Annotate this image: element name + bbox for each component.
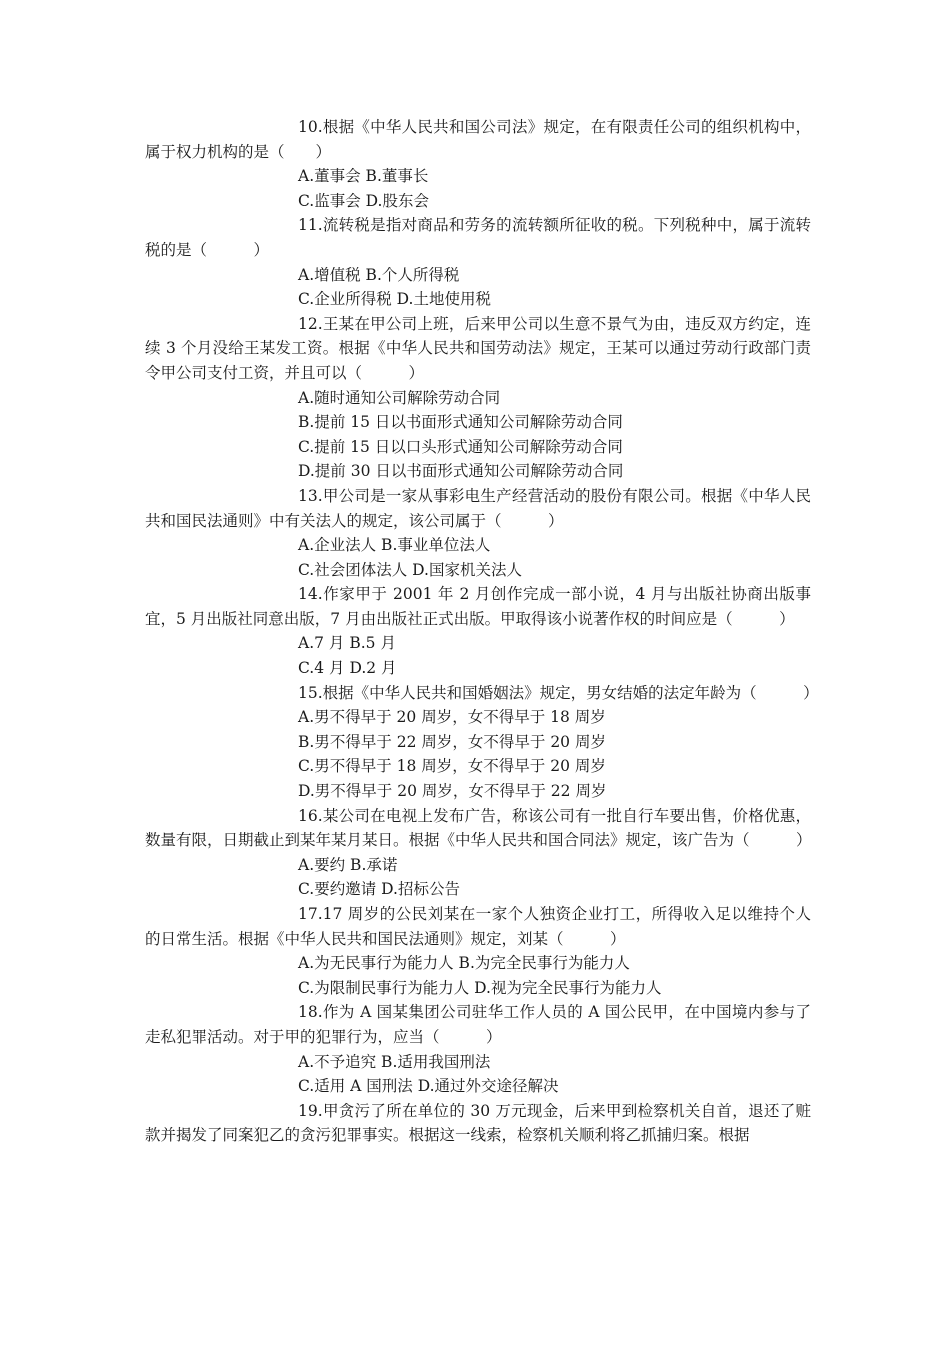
answer-option: A.不予追究 B.适用我国刑法 xyxy=(298,1052,491,1071)
question-text: 18.作为 A 国某集团公司驻华工作人员的 A 国公民甲，在中国境内参与了走私犯罪活动。对于甲的犯罪行为，应当（ ） xyxy=(145,1003,811,1046)
answer-option: D.提前 30 日以书面形式通知公司解除劳动合同 xyxy=(298,462,624,481)
answer-option: A.要约 B.承诺 xyxy=(298,855,398,874)
answer-option: A.7 月 B.5 月 xyxy=(298,634,396,653)
answer-option: A.董事会 B.董事长 xyxy=(298,167,429,186)
answer-option: C.企业所得税 D.土地使用税 xyxy=(298,290,491,309)
answer-option: C.男不得早于 18 周岁，女不得早于 20 周岁 xyxy=(298,757,606,776)
question-text: 14.作家甲于 2001 年 2 月创作完成一部小说，4 月与出版社协商出版事宜，5 月出版社同意出版，7 月由出版社正式出版。甲取得该小说著作权的时间应是（ ） xyxy=(145,585,811,628)
answer-option: C.社会团体法人 D.国家机关法人 xyxy=(298,560,522,579)
question-text: 15.根据《中华人民共和国婚姻法》规定，男女结婚的法定年龄为（ ） xyxy=(298,683,819,702)
question-text: 19.甲贪污了所在单位的 30 万元现金，后来甲到检察机关自首，退还了赃款并揭发了同案犯乙的贪污犯罪事实。根据这一线索，检察机关顺利将乙抓捕归案。根据 xyxy=(145,1101,811,1145)
answer-option: C.适用 A 国刑法 D.通过外交途径解决 xyxy=(298,1077,559,1096)
question-list xyxy=(145,115,819,1148)
answer-option: C.为限制民事行为能力人 D.视为完全民事行为能力人 xyxy=(298,978,662,997)
question-text: 17.17 周岁的公民刘某在一家个人独资企业打工，所得收入足以维持个人的日常生活。根据《中华人民共和国民法通则》规定，刘某（ ） xyxy=(145,905,811,948)
question-text: 11.流转税是指对商品和劳务的流转额所征收的税。下列税种中，属于流转税的是（ ） xyxy=(145,216,811,259)
answer-option: C.监事会 D.股东会 xyxy=(298,191,429,210)
answer-option: D.男不得早于 20 周岁，女不得早于 22 周岁 xyxy=(298,782,607,801)
answer-option: B.男不得早于 22 周岁，女不得早于 20 周岁 xyxy=(298,732,606,751)
answer-option: A.企业法人 B.事业单位法人 xyxy=(298,536,491,555)
answer-option: A.增值税 B.个人所得税 xyxy=(298,265,460,284)
answer-option: A.男不得早于 20 周岁，女不得早于 18 周岁 xyxy=(298,708,606,727)
question-text: 10.根据《中华人民共和国公司法》规定，在有限责任公司的组织机构中，属于权力机构的是（ ） xyxy=(145,118,811,161)
answer-option: C.提前 15 日以口头形式通知公司解除劳动合同 xyxy=(298,437,623,456)
answer-option: C.4 月 D.2 月 xyxy=(298,659,397,678)
question-text: 16.某公司在电视上发布广告，称该公司有一批自行车要出售，价格优惠，数量有限，日期截止到某年某月某日。根据《中华人民共和国合同法》规定，该广告为（ ） xyxy=(145,806,812,850)
answer-option: B.提前 15 日以书面形式通知公司解除劳动合同 xyxy=(298,413,623,432)
answer-option: A.为无民事行为能力人 B.为完全民事行为能力人 xyxy=(298,954,630,973)
answer-option: A.随时通知公司解除劳动合同 xyxy=(298,388,501,407)
answer-option: C.要约邀请 D.招标公告 xyxy=(298,880,460,899)
question-text: 12.王某在甲公司上班，后来甲公司以生意不景气为由，违反双方约定，连续 3 个月没给王某发工资。根据《中华人民共和国劳动法》规定，王某可以通过劳动行政部门责令甲公司支付工资，并且可以（ ） xyxy=(145,314,811,382)
question-text: 13.甲公司是一家从事彩电生产经营活动的股份有限公司。根据《中华人民共和国民法通则》中有关法人的规定，该公司属于（ ） xyxy=(145,486,811,530)
